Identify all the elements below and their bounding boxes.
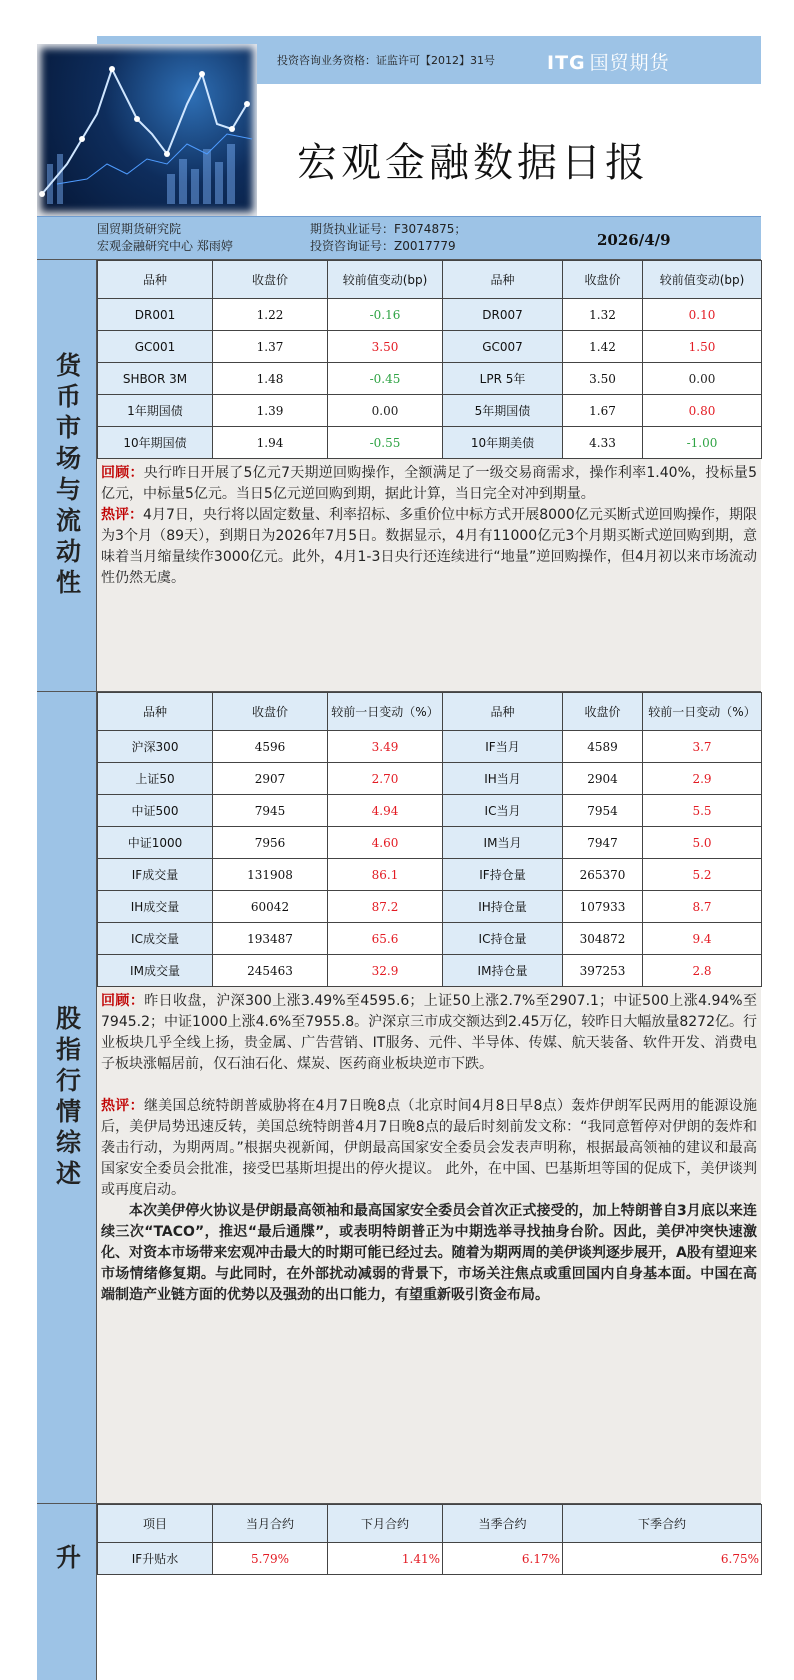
section-side-label [37, 1504, 97, 1680]
instrument-name: IF成交量 [98, 859, 213, 891]
instrument-name: DR007 [443, 299, 563, 331]
table-row [98, 427, 762, 459]
report-header [37, 36, 761, 220]
close-price: 1.67 [563, 395, 643, 427]
col-header: 下月合约 [328, 1505, 443, 1543]
table-row [98, 395, 762, 427]
instrument-name: IH当月 [443, 763, 563, 795]
table-header-row [98, 693, 762, 731]
close-price: 1.42 [563, 331, 643, 363]
instrument-name: IC持仓量 [443, 923, 563, 955]
money-market-section [37, 260, 761, 692]
close-price: 1.94 [213, 427, 328, 459]
col-header: 收盘价 [563, 261, 643, 299]
table-row [98, 891, 762, 923]
change-value: 4.60 [328, 827, 443, 859]
close-price: 245463 [213, 955, 328, 987]
money-market-title: 货币市场与流动性 [52, 351, 82, 600]
change-value: 4.94 [328, 795, 443, 827]
change-value: 65.6 [328, 923, 443, 955]
review-label: 回顾： [101, 465, 144, 481]
review-text: 央行昨日开展了5亿元7天期逆回购操作，全额满足了一级交易商需求，操作利率1.40%，投标量5亿元，中标量5亿元。当日5亿元逆回购到期，据此计算，当日完全对冲到期量。 [101, 465, 758, 502]
instrument-name: IM持仓量 [443, 955, 563, 987]
stock-index-section [37, 692, 761, 1504]
section-side-label [37, 692, 97, 1503]
instrument-name: 上证50 [98, 763, 213, 795]
col-header: 收盘价 [213, 261, 328, 299]
current-quarter-value: 6.17% [443, 1543, 563, 1575]
instrument-name: 1年期国债 [98, 395, 213, 427]
change-value: 2.70 [328, 763, 443, 795]
close-price: 2907 [213, 763, 328, 795]
close-price: 1.32 [563, 299, 643, 331]
item-name: IF升贴水 [98, 1543, 213, 1575]
comment-text: 4月7日，央行将以固定数量、利率招标、多重价位中标方式开展8000亿元买断式逆回购操作，期限为3个月（89天），到期日为2026年7月5日。数据显示，4月有11000亿元3个月期买断式逆回购到期，意味着当月缩量续作3000亿元。此外，4月1-3日央行还连续进行“地量”逆回购操作，但4月初以来市场流动性仍然无虞。 [101, 507, 757, 586]
instrument-name: SHBOR 3M [98, 363, 213, 395]
instrument-name: IC当月 [443, 795, 563, 827]
table-header-row [98, 1505, 762, 1543]
table-header-row [98, 261, 762, 299]
change-value: 86.1 [328, 859, 443, 891]
table-row [98, 731, 762, 763]
close-price: 7954 [563, 795, 643, 827]
futures-license: 期货执业证号：F3074875； [310, 222, 467, 236]
report-title: 宏观金融数据日报 [297, 140, 649, 186]
col-header: 较前值变动(bp) [328, 261, 443, 299]
col-header: 下季合约 [563, 1505, 762, 1543]
table-row [98, 331, 762, 363]
instrument-name: 5年期国债 [443, 395, 563, 427]
bold-analysis-text: 本次美伊停火协议是伊朗最高领袖和最高国家安全委员会首次正式接受的，加上特朗普自3月底以来连续三次“TACO”，推迟“最后通牒”，或表明特朗普正为中期选举寻找抽身台阶。因此，美伊冲突快速激化、对资本市场带来宏观冲击最大的时期可能已经过去。随着为期两周的美伊谈判逐步展开，A股有望迎来市场情绪修复期。与此同时，在外部扰动减弱的背景下，市场关注焦点或重回国内自身基本面。中国在高端制造产业链方面的优势以及强劲的出口能力，有望重新吸引资金布局。 [101, 1203, 757, 1303]
review-text: 昨日收盘，沪深300上涨3.49%至4595.6；上证50上涨2.7%至2907.1；中证500上涨4.94%至7945.2；中证1000上涨4.6%至7955.8。沪深京三市成交额达到2.45万亿，较昨日大幅放量8272亿。行业板块几乎全线上扬，贵金属、广告营销、IT服务、元件、半导体、传媒、航天装备、软件开发、消费电子板块涨幅居前，仅石油石化、煤炭、医药商业板块逆市下跌。 [101, 993, 758, 1072]
change-value: 1.50 [643, 331, 762, 363]
close-price: 131908 [213, 859, 328, 891]
review-label: 回顾： [101, 993, 145, 1009]
logo-cn: 国贸期货 [589, 52, 670, 74]
change-value: 5.0 [643, 827, 762, 859]
table-row [98, 299, 762, 331]
close-price: 7945 [213, 795, 328, 827]
next-month-value: 1.41% [328, 1543, 443, 1575]
next-quarter-value: 6.75% [563, 1543, 762, 1575]
logo-en: ITG [547, 52, 586, 74]
instrument-name: IH持仓量 [443, 891, 563, 923]
instrument-name: IM当月 [443, 827, 563, 859]
col-header: 当月合约 [213, 1505, 328, 1543]
change-value: 3.50 [328, 331, 443, 363]
close-price: 304872 [563, 923, 643, 955]
change-value: 8.7 [643, 891, 762, 923]
table-row [98, 859, 762, 891]
change-value: 32.9 [328, 955, 443, 987]
basis-section [37, 1504, 761, 1680]
col-header: 当季合约 [443, 1505, 563, 1543]
change-value: 0.80 [643, 395, 762, 427]
instrument-name: IM成交量 [98, 955, 213, 987]
col-header: 项目 [98, 1505, 213, 1543]
report-page [37, 36, 761, 1680]
change-value: 0.00 [643, 363, 762, 395]
money-market-table [97, 260, 762, 459]
comment-text: 继美国总统特朗普威胁将在4月7日晚8点（北京时间4月8日早8点）轰炸伊朗军民两用的能源设施后，美伊局势迅速反转，美国总统特朗普4月7日晚8点的最后时刻前发文称：“我同意暂停对伊朗的轰炸和袭击行动，为期两周。”根据央视新闻，伊朗最高国家安全委员会发表声明称，根据最高领袖的建议和最高国家安全委员会批准，接受巴基斯坦提出的停火提议。 此外，在中国、巴基斯坦等国的促成下，美伊谈判或再度启动。 [101, 1098, 757, 1198]
instrument-name: IF当月 [443, 731, 563, 763]
change-value: -1.00 [643, 427, 762, 459]
comment-label: 热评： [101, 507, 144, 523]
table-row [98, 923, 762, 955]
table-row [98, 763, 762, 795]
change-value: 3.49 [328, 731, 443, 763]
instrument-name: 10年期国债 [98, 427, 213, 459]
change-value: 0.00 [328, 395, 443, 427]
table-row [98, 955, 762, 987]
finance-chart-image [37, 44, 257, 216]
col-header: 收盘价 [563, 693, 643, 731]
close-price: 3.50 [563, 363, 643, 395]
instrument-name: IF持仓量 [443, 859, 563, 891]
instrument-name: 10年期美债 [443, 427, 563, 459]
close-price: 4596 [213, 731, 328, 763]
instrument-name: 沪深300 [98, 731, 213, 763]
close-price: 397253 [563, 955, 643, 987]
col-header: 品种 [98, 693, 213, 731]
instrument-name: IC成交量 [98, 923, 213, 955]
instrument-name: DR001 [98, 299, 213, 331]
change-value: 0.10 [643, 299, 762, 331]
change-value: 2.8 [643, 955, 762, 987]
close-price: 1.48 [213, 363, 328, 395]
col-header: 较前一日变动（%） [328, 693, 443, 731]
table-row [98, 363, 762, 395]
col-header: 品种 [443, 261, 563, 299]
change-value: 5.5 [643, 795, 762, 827]
col-header: 品种 [98, 261, 213, 299]
dept-author: 宏观金融研究中心 郑雨婷 [97, 239, 233, 253]
close-price: 1.39 [213, 395, 328, 427]
close-price: 1.37 [213, 331, 328, 363]
stock-index-commentary [97, 987, 761, 1306]
comment-label: 热评： [101, 1098, 144, 1114]
close-price: 107933 [563, 891, 643, 923]
table-row [98, 827, 762, 859]
table-row [98, 1543, 762, 1575]
close-price: 60042 [213, 891, 328, 923]
close-price: 193487 [213, 923, 328, 955]
current-month-value: 5.79% [213, 1543, 328, 1575]
table-row [98, 795, 762, 827]
change-value: -0.45 [328, 363, 443, 395]
change-value: 9.4 [643, 923, 762, 955]
money-market-commentary [97, 459, 761, 589]
close-price: 4.33 [563, 427, 643, 459]
close-price: 265370 [563, 859, 643, 891]
close-price: 4589 [563, 731, 643, 763]
change-value: -0.55 [328, 427, 443, 459]
instrument-name: GC007 [443, 331, 563, 363]
change-value: -0.16 [328, 299, 443, 331]
org-name: 国贸期货研究院 [97, 222, 182, 236]
change-value: 87.2 [328, 891, 443, 923]
author-info-bar [37, 216, 761, 260]
col-header: 较前值变动(bp) [643, 261, 762, 299]
report-date: 2026/4/9 [597, 231, 671, 249]
change-value: 5.2 [643, 859, 762, 891]
change-value: 3.7 [643, 731, 762, 763]
instrument-name: IH成交量 [98, 891, 213, 923]
basis-table [97, 1504, 762, 1575]
close-price: 2904 [563, 763, 643, 795]
stock-index-title: 股指行情综述 [52, 1004, 82, 1191]
company-logo [547, 48, 670, 75]
close-price: 7947 [563, 827, 643, 859]
close-price: 1.22 [213, 299, 328, 331]
basis-title: 升 [52, 1544, 82, 1575]
instrument-name: GC001 [98, 331, 213, 363]
stock-index-table [97, 692, 762, 987]
instrument-name: 中证500 [98, 795, 213, 827]
instrument-name: LPR 5年 [443, 363, 563, 395]
col-header: 品种 [443, 693, 563, 731]
col-header: 较前一日变动（%） [643, 693, 762, 731]
license-text: 投资咨询业务资格：证监许可【2012】31号 [277, 54, 495, 67]
section-side-label [37, 260, 97, 691]
instrument-name: 中证1000 [98, 827, 213, 859]
col-header: 收盘价 [213, 693, 328, 731]
change-value: 2.9 [643, 763, 762, 795]
consult-license: 投资咨询证号：Z0017779 [310, 239, 456, 253]
close-price: 7956 [213, 827, 328, 859]
